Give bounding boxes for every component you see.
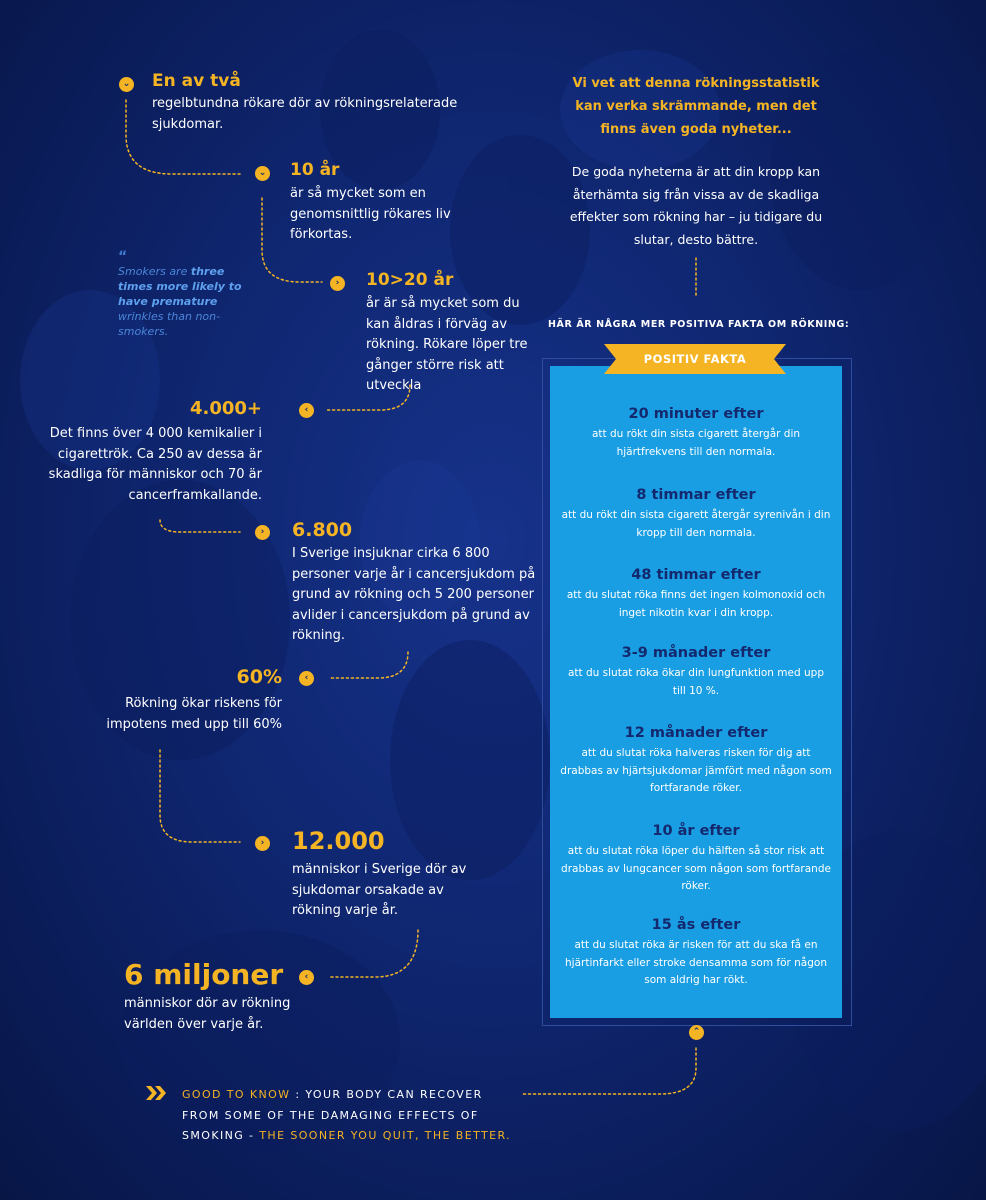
fact-description: att du slutat röka löper du hälften så stor risk att drabbas av lungcancer som någon som fortfarande röker. — [561, 845, 831, 892]
fact-description: att du slutat röka finns det ingen kolmonoxid och inget nikotin kvar i din kropp. — [566, 589, 826, 619]
fact-title: 48 timmar efter — [631, 567, 761, 583]
good-to-know-separator: : — [290, 1088, 306, 1101]
stat-title: En av två — [152, 71, 241, 91]
chevron-left-icon: ‹ — [299, 403, 314, 418]
stat-description: människor dör av rökning världen över varje år. — [124, 996, 291, 1032]
good-to-know-label: GOOD TO KNOW — [182, 1088, 291, 1101]
stat-description: år är så mycket som du kan åldras i förväg av rökning. Rökare löper tre gånger större risk att utveckla — [366, 296, 528, 393]
fact-title: 20 minuter efter — [628, 406, 764, 422]
positive-facts-heading: HÄR ÄR NÅGRA MER POSITIVA FAKTA OM RÖKNING: — [548, 319, 850, 330]
stat-title: 10 år — [290, 160, 340, 180]
chevron-right-icon: › — [330, 276, 345, 291]
stat-title: 6.800 — [292, 519, 353, 541]
stat-title: 10>20 år — [366, 270, 454, 290]
fact-item — [560, 916, 832, 990]
chevron-down-icon: ⌄ — [119, 77, 134, 92]
fact-item — [560, 486, 832, 542]
fact-item — [560, 822, 832, 896]
fact-title: 15 ås efter — [651, 917, 741, 933]
stat-description: I Sverige insjuknar cirka 6 800 personer varje år i cancersjukdom på grund av rökning och 5 200 personer avlider i cancersjukdom på grund av rökning. — [292, 546, 536, 643]
fact-item — [560, 566, 832, 622]
double-chevron-right-icon — [146, 1086, 166, 1100]
chevron-right-icon: › — [255, 525, 270, 540]
stat-title: 4.000+ — [189, 398, 262, 419]
fact-title: 10 år efter — [652, 823, 740, 839]
stat-description: regelbtundna rökare dör av rökningsrelaterade sjukdomar. — [152, 96, 458, 132]
quote-mark-icon: “ — [118, 249, 128, 265]
fact-item — [560, 405, 832, 461]
fact-title: 3-9 månader efter — [621, 645, 771, 661]
fact-item — [560, 724, 832, 798]
stat-description: människor i Sverige dör av sjukdomar orsakade av rökning varje år. — [292, 862, 467, 918]
chevron-left-icon: ‹ — [299, 970, 314, 985]
fact-description: att du slutat röka halveras risken för dig att drabbas av hjärtsjukdomar jämfört med någon som fortfarande röker. — [560, 747, 832, 794]
chevron-down-icon: ⌄ — [255, 166, 270, 181]
stat-title: 12.000 — [292, 827, 385, 855]
quote-text: Smokers are — [118, 265, 191, 278]
chevron-right-icon: › — [255, 836, 270, 851]
intro-heading: Vi vet att denna rökningsstatistik kan verka skrämmande, men det finns även goda nyheter... — [572, 76, 820, 137]
fact-description: att du rökt din sista cigarett återgår syrenivån i din kropp till den normala. — [561, 509, 831, 539]
fact-description: att du slutat röka är risken för att du ska få en hjärtinfarkt eller stroke densamma som för någon som aldrig har rökt. — [565, 939, 827, 986]
good-news-intro — [560, 72, 832, 251]
fact-description: att du slutat röka ökar din lungfunktion med upp till 10 %. — [568, 667, 824, 697]
good-to-know-highlight: THE SOONER YOU QUIT, THE BETTER. — [259, 1129, 512, 1142]
intro-body: De goda nyheterna är att din kropp kan återhämta sig från vissa av de skadliga effekter som rökning har – ju tidigare du slutar, desto bättre. — [569, 164, 823, 247]
stat-description: Det finns över 4 000 kemikalier i cigarettrök. Ca 250 av dessa är skadliga för människor och 70 är cancerframkallande. — [48, 426, 262, 503]
chevron-left-icon: ‹ — [299, 671, 314, 686]
fact-item — [560, 644, 832, 700]
good-to-know-note — [182, 1085, 512, 1147]
stat-title: 60% — [236, 666, 282, 688]
stat-description: Rökning ökar riskens för impotens med upp till 60% — [106, 696, 282, 732]
fact-description: att du rökt din sista cigarett återgår din hjärtfrekvens till den normala. — [591, 428, 801, 458]
fact-title: 12 månader efter — [624, 725, 768, 741]
stat-description: är så mycket som en genomsnittlig rökares liv förkortas. — [290, 186, 451, 242]
quote-emphasis: three times more likely to have premature — [118, 265, 242, 308]
good-to-know-text: YOUR BODY CAN RECOVER FROM SOME OF THE DAMAGING EFFECTS OF SMOKING - — [182, 1088, 483, 1142]
ribbon-label: POSITIV FAKTA — [643, 352, 747, 366]
chevron-up-icon: ⌃ — [689, 1025, 704, 1040]
fact-title: 8 timmar efter — [636, 487, 756, 503]
quote-text: wrinkles than non-smokers. — [118, 310, 221, 338]
stat-title: 6 miljoner — [124, 958, 284, 991]
wrinkles-quote — [118, 250, 248, 339]
